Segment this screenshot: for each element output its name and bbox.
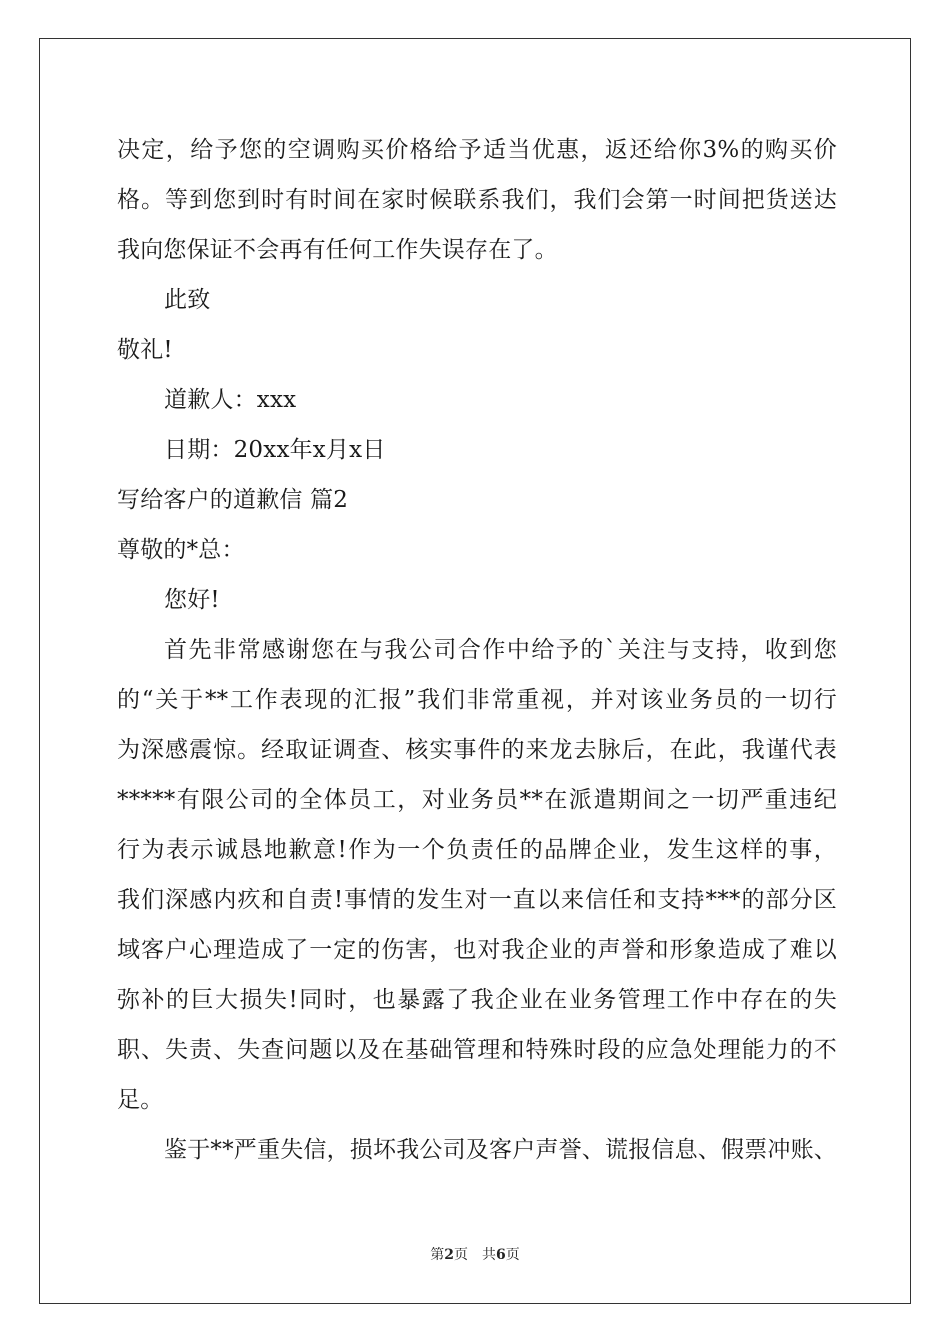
- paragraph-line: 域客户心理造成了一定的伤害，也对我企业的声誉和形象造成了难以: [117, 937, 837, 963]
- signatory: 道歉人：xxx: [164, 387, 297, 413]
- paragraph-line: 职、失责、失查问题以及在基础管理和特殊时段的应急处理能力的不: [117, 1037, 837, 1063]
- page-total: 6: [496, 1247, 506, 1263]
- paragraph-line: 为深感震惊。经取证调查、核实事件的来龙去脉后，在此，我谨代表: [117, 737, 837, 763]
- page-prefix: 第: [430, 1247, 445, 1263]
- page-current: 2: [444, 1247, 454, 1263]
- paragraph-line: 足。: [117, 1087, 164, 1113]
- paragraph-line: 格。等到您到时有时间在家时候联系我们，我们会第一时间把货送达: [117, 187, 837, 213]
- closing-salute: 敬礼!: [117, 337, 173, 363]
- paragraph-line: 行为表示诚恳地歉意!作为一个负责任的品牌企业，发生这样的事，: [117, 837, 837, 863]
- page-mid: 页 共: [454, 1247, 496, 1263]
- paragraph-line: 弥补的巨大损失!同时，也暴露了我企业在业务管理工作中存在的失: [117, 987, 837, 1013]
- paragraph-line: *****有限公司的全体员工，对业务员**在派遣期间之一切严重违纪: [117, 787, 837, 813]
- page-frame: [39, 38, 911, 1304]
- page-suffix: 页: [505, 1247, 520, 1263]
- paragraph-line: 鉴于**严重失信，损坏我公司及客户声誉、谎报信息、假票冲账、: [164, 1137, 837, 1163]
- paragraph-line: 决定，给予您的空调购买价格给予适当优惠，返还给你3%的购买价: [117, 137, 837, 163]
- page-number-footer: [0, 1244, 950, 1264]
- paragraph-line: 的“关于**工作表现的汇报”我们非常重视，并对该业务员的一切行: [117, 687, 837, 713]
- paragraph-line: 我们深感内疚和自责!事情的发生对一直以来信任和支持***的部分区: [117, 887, 837, 913]
- section-title: 写给客户的道歉信 篇2: [117, 487, 349, 513]
- date-line: 日期：20xx年x月x日: [164, 437, 386, 463]
- salutation: 尊敬的*总：: [117, 537, 245, 563]
- closing-phrase: 此致: [164, 287, 211, 313]
- paragraph-line: 我向您保证不会再有任何工作失误存在了。: [117, 237, 558, 263]
- greeting: 您好!: [164, 587, 220, 613]
- paragraph-line: 首先非常感谢您在与我公司合作中给予的`关注与支持，收到您: [164, 637, 837, 663]
